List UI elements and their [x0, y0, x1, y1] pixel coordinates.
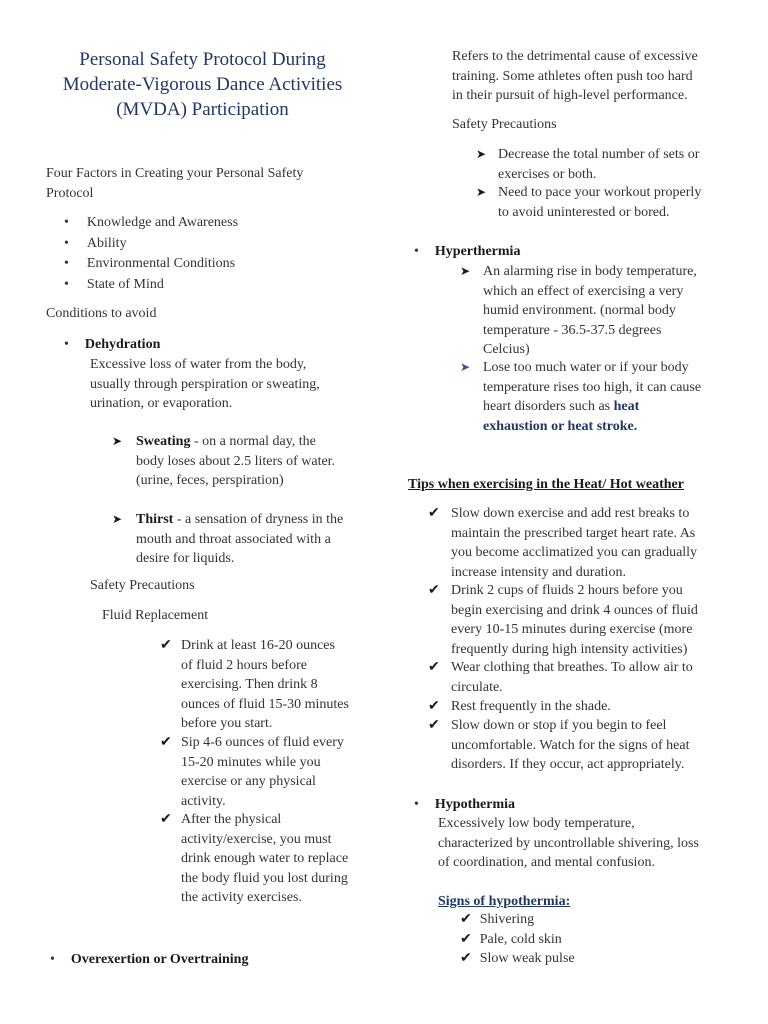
tips-item-5: Slow down or stop if you begin to feel uncomfortable. Watch for the signs of heat disorders. If they occur, act appropriately.	[451, 718, 690, 772]
list-item: • Environmental Conditions	[64, 256, 236, 271]
page-title: Personal Safety Protocol During Moderate-Vigorous Dance Activities (MVDA) Participation	[62, 49, 343, 120]
check-icon: ✔	[428, 506, 440, 521]
sweating-item: Sweating - on a normal day, the body loses about 2.5 liters of water. (urine, feces, perspiration)	[136, 434, 336, 488]
check-icon: ✔	[160, 735, 172, 750]
bullet-icon: •	[50, 952, 55, 967]
check-icon: ✔	[460, 931, 472, 947]
arrow-icon: ➤	[476, 185, 487, 199]
signs-of-hypothermia-heading: Signs of hypothermia:	[438, 894, 571, 909]
check-icon: ✔	[160, 638, 172, 653]
list-item: ✔ Slow weak pulse	[460, 951, 575, 966]
dehydration-safety-heading: Safety Precautions	[90, 578, 195, 593]
four-factors-list	[64, 213, 238, 294]
check-icon: ✔	[428, 660, 440, 675]
fluid-item-2: Sip 4-6 ounces of fluid every 15-20 minutes while you exercise or any physical activity.	[181, 735, 344, 809]
fluid-item-3: After the physical activity/exercise, you must drink enough water to replace the body fluid you lost during the activity exercises.	[181, 812, 349, 905]
list-item: ✔ Shivering	[460, 912, 535, 927]
hypothermia-description: Excessively low body temperature, characterized by uncontrollable shivering, loss of coordination, and mental confusion.	[438, 816, 699, 870]
tips-item-4: Rest frequently in the shade.	[451, 699, 611, 714]
tips-item-3: Wear clothing that breathes. To allow air to circulate.	[451, 660, 693, 695]
check-icon: ✔	[160, 812, 172, 827]
check-icon: ✔	[428, 583, 440, 598]
list-item: • State of Mind	[64, 276, 164, 292]
arrow-icon: ➤	[460, 264, 471, 278]
arrow-icon: ➤	[112, 512, 123, 526]
check-icon: ✔	[460, 951, 472, 966]
overexertion-heading: • Overexertion or Overtraining	[50, 952, 249, 967]
bullet-icon: •	[414, 244, 419, 259]
arrow-icon: ➤	[460, 360, 471, 374]
hypothermia-signs-list	[460, 910, 575, 969]
bullet-icon: •	[64, 256, 69, 271]
check-icon: ✔	[428, 718, 440, 733]
dehydration-heading: • Dehydration	[64, 337, 161, 352]
four-factors-heading: Four Factors in Creating your Personal Safety Protocol	[46, 166, 304, 201]
list-item: • Knowledge and Awareness	[64, 215, 239, 230]
fluid-item-1: Drink at least 16-20 ounces of fluid 2 hours before exercising. Then drink 8 ounces of fluid 15-30 minutes before you start.	[181, 638, 349, 731]
bullet-icon: •	[414, 797, 419, 812]
arrow-icon: ➤	[112, 434, 123, 448]
tips-item-2: Drink 2 cups of fluids 2 hours before you begin exercising and drink 4 ounces of fluid every 10-15 minutes during exercise (more frequently during high intensity activities)	[451, 583, 698, 657]
dehydration-description: Excessive loss of water from the body, usually through perspiration or sweating, urination, or evaporation.	[90, 357, 320, 411]
bullet-icon: •	[64, 215, 69, 230]
hypothermia-heading: • Hypothermia	[414, 797, 516, 812]
arrow-icon: ➤	[476, 147, 487, 161]
fluid-replacement-heading: Fluid Replacement	[102, 608, 209, 623]
bullet-icon: •	[64, 235, 69, 251]
bullet-icon: •	[64, 337, 69, 352]
conditions-heading: Conditions to avoid	[46, 306, 157, 321]
overexertion-description: Refers to the detrimental cause of excessive training. Some athletes often push too hard in their pursuit of high-level performance.	[452, 49, 698, 103]
overexertion-item-2: Need to pace your workout properly to avoid uninterested or bored.	[498, 185, 702, 220]
overexertion-item-1: Decrease the total number of sets or exercises or both.	[498, 147, 700, 182]
tips-heading: Tips when exercising in the Heat/ Hot weather	[408, 477, 684, 492]
check-icon: ✔	[460, 912, 472, 927]
hyperthermia-item-1: An alarming rise in body temperature, which an effect of exercising a very humid environment. (normal body temperature - 36.5-37.5 degrees Celcius)	[483, 264, 697, 357]
list-item: • Ability	[64, 235, 127, 251]
hyperthermia-heading: • Hyperthermia	[414, 244, 521, 259]
tips-item-1: Slow down exercise and add rest breaks to maintain the prescribed target heart rate. As you become acclimatized you can gradually increase intensity and duration.	[451, 506, 698, 580]
list-item: ✔ Pale, cold skin	[460, 931, 562, 947]
check-icon: ✔	[428, 699, 440, 714]
overexertion-safety-heading: Safety Precautions	[452, 117, 557, 132]
hyperthermia-item-2: Lose too much water or if your body temperature rises too high, it can cause heart disorders such as heat exhaustion or heat stroke.	[483, 360, 702, 434]
thirst-item: Thirst - a sensation of dryness in the mouth and throat associated with a desire for liquids.	[136, 512, 344, 566]
bullet-icon: •	[64, 276, 69, 292]
